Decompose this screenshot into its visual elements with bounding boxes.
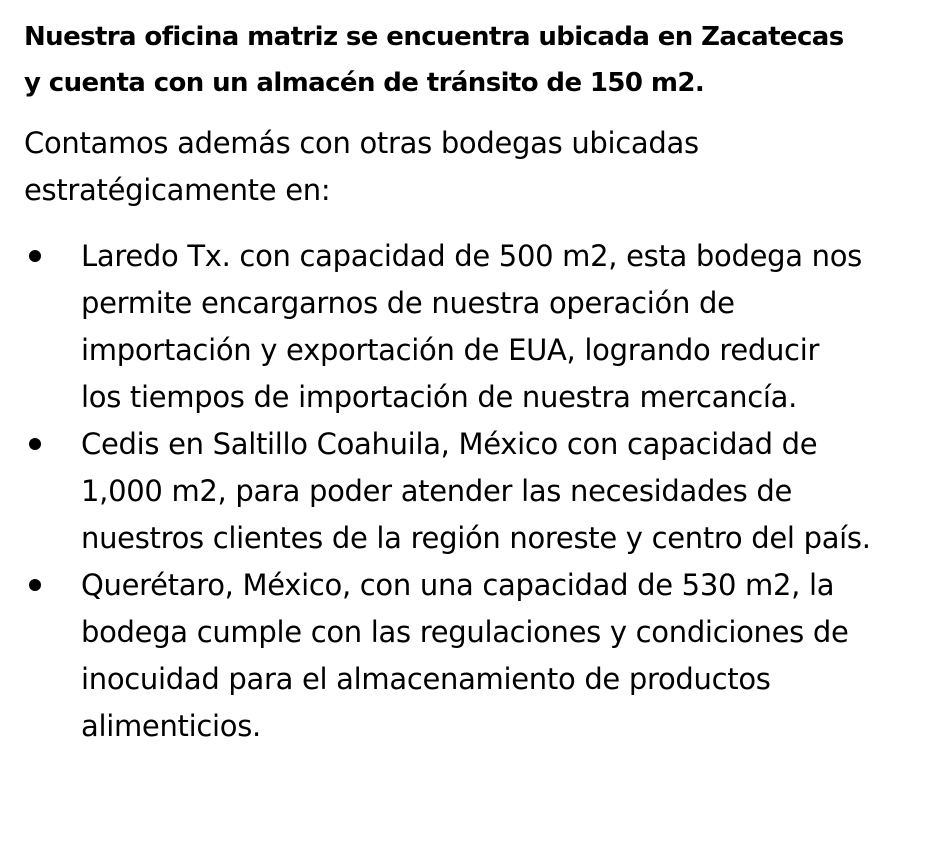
- text-line: Laredo Tx. con capacidad de 500 m2, esta bodega nos: [81, 239, 862, 273]
- text-line: Cedis en Saltillo Coahuila, México con capacidad de: [81, 427, 818, 461]
- text-line: los tiempos de importación de nuestra mercancía.: [81, 380, 797, 414]
- text-line: Querétaro, México, con una capacidad de 530 m2, la: [81, 568, 835, 602]
- headline-line-2: y cuenta con un almacén de tránsito de 150 m2.: [24, 68, 705, 98]
- text-line: permite encargarnos de nuestra operación de: [81, 286, 735, 320]
- text-line: importación y exportación de EUA, logrando reducir: [81, 333, 820, 367]
- intro-line-2: estratégicamente en:: [24, 173, 331, 207]
- bullet-icon: [29, 579, 41, 591]
- document: [24, 14, 924, 750]
- intro-line-1: Contamos además con otras bodegas ubicadas: [24, 126, 699, 160]
- list-item-text: [81, 421, 924, 562]
- list-item-queretaro: [24, 562, 924, 750]
- headline-line-1: Nuestra oficina matriz se encuentra ubicada en Zacatecas: [24, 22, 844, 52]
- text-line: 1,000 m2, para poder atender las necesidades de: [81, 474, 792, 508]
- warehouse-list: [24, 233, 924, 750]
- text-line: alimenticios.: [81, 709, 261, 743]
- list-item-text: [81, 562, 924, 750]
- text-line: nuestros clientes de la región noreste y centro del país.: [81, 521, 871, 555]
- list-item-laredo: [24, 233, 924, 421]
- list-item-saltillo: [24, 421, 924, 562]
- intro-paragraph: [24, 120, 924, 214]
- text-line: bodega cumple con las regulaciones y condiciones de: [81, 615, 849, 649]
- list-item-text: [81, 233, 924, 421]
- text-line: inocuidad para el almacenamiento de productos: [81, 662, 771, 696]
- headline: [24, 14, 924, 106]
- bullet-icon: [29, 250, 41, 262]
- bullet-icon: [29, 438, 41, 450]
